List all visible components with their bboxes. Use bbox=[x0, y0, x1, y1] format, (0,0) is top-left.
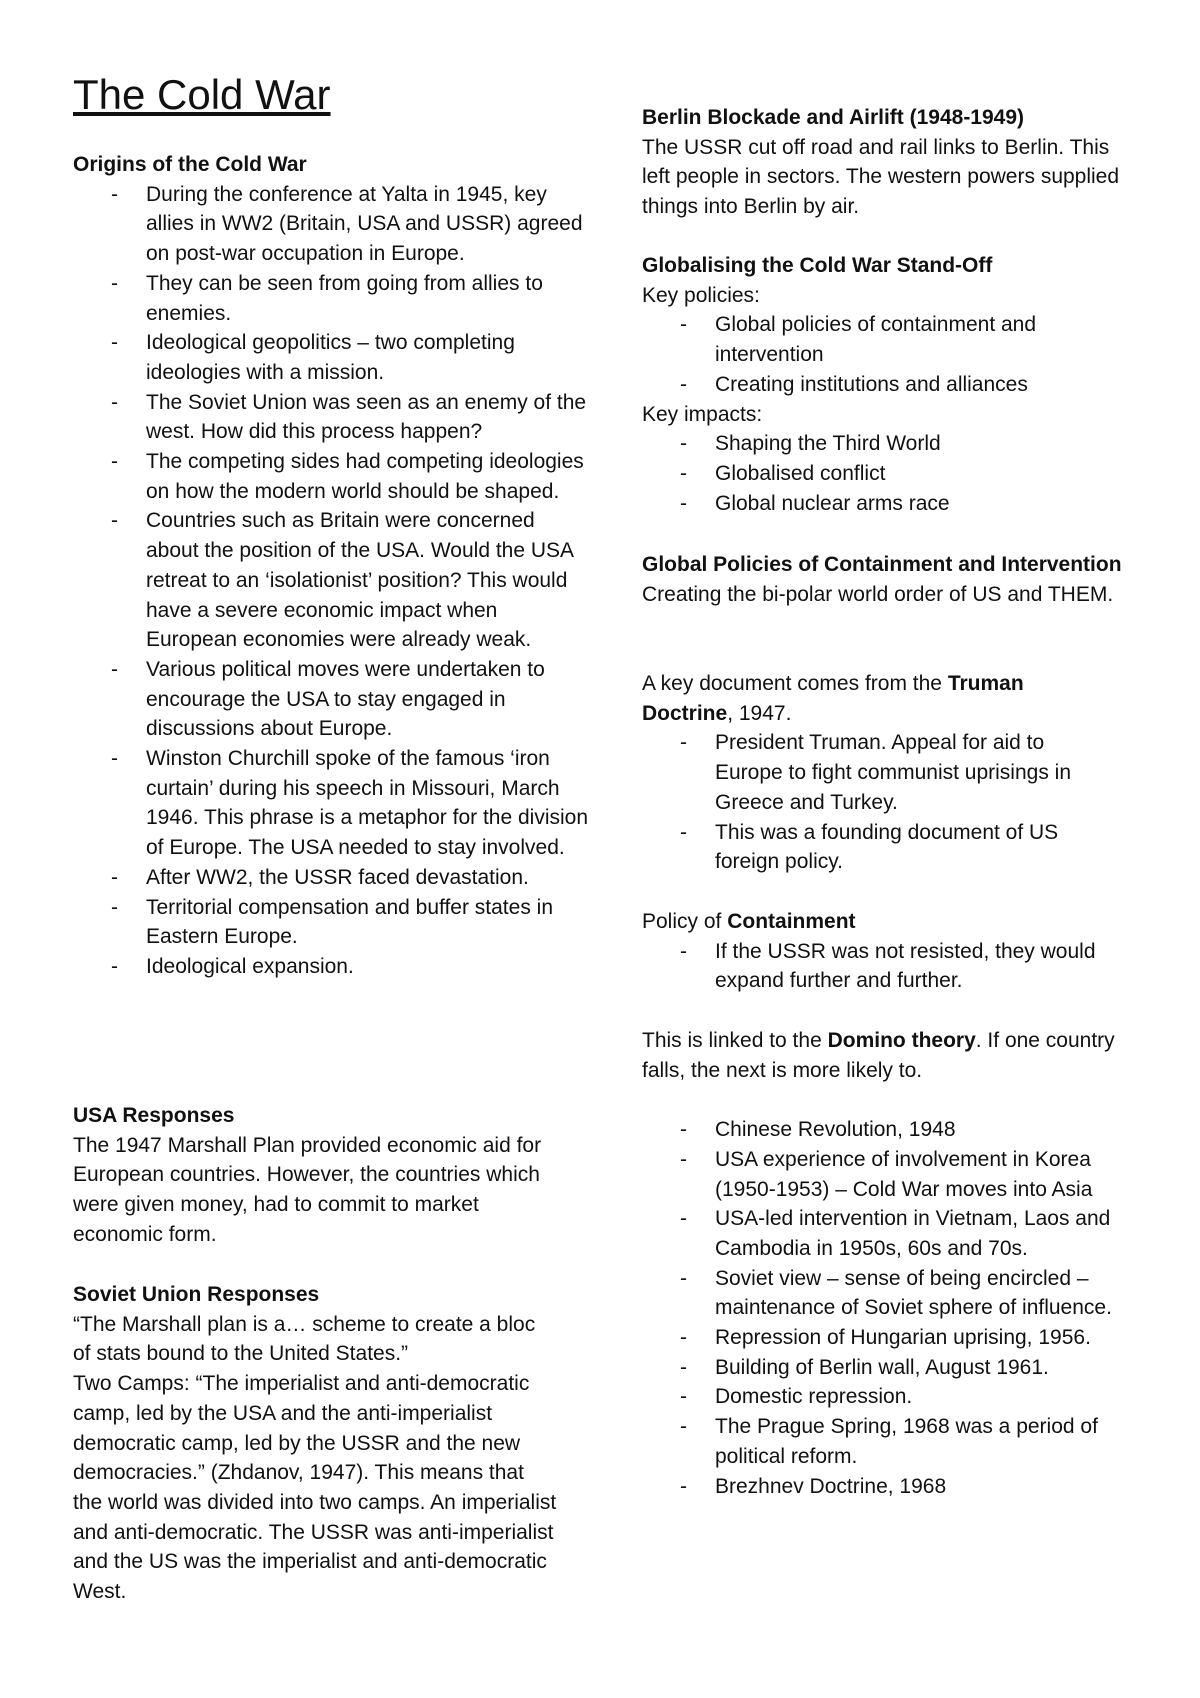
domino-post-text: . If one country falls, the next is more likely to. bbox=[642, 1029, 1115, 1082]
origins-heading: Origins of the Cold War bbox=[73, 153, 307, 176]
truman-section bbox=[642, 669, 1112, 877]
domino-term: Domino theory bbox=[827, 1029, 976, 1052]
usa-responses-heading: USA Responses bbox=[73, 1104, 235, 1127]
list-item: - Ideological geopolitics – two completing ideologies with a mission. bbox=[73, 328, 593, 387]
list-item: - Global policies of containment and intervention bbox=[642, 310, 1142, 369]
list-item: - The competing sides had competing ideologies on how the modern world should be shaped. bbox=[73, 447, 593, 506]
usa-responses-section bbox=[73, 1101, 543, 1250]
soviet-responses-heading: Soviet Union Responses bbox=[73, 1283, 320, 1306]
domino-section bbox=[642, 1026, 1142, 1501]
containment-term: Containment bbox=[727, 910, 856, 933]
list-item: - Winston Churchill spoke of the famous ‘iron curtain’ during his speech in Missouri, March 1946. This phrase is a metaphor for the division of Europe. The USA needed to stay involved. bbox=[73, 744, 593, 863]
containment-intervention-heading: Global Policies of Containment and Intervention bbox=[642, 553, 1122, 576]
list-item: - They can be seen from going from allies to enemies. bbox=[73, 269, 593, 328]
list-item: - Brezhnev Doctrine, 1968 bbox=[642, 1472, 1142, 1502]
domino-list bbox=[642, 1115, 1142, 1501]
containment-list bbox=[642, 937, 1142, 996]
list-item: - USA-led intervention in Vietnam, Laos and Cambodia in 1950s, 60s and 70s. bbox=[642, 1204, 1142, 1263]
list-item: - USA experience of involvement in Korea (1950-1953) – Cold War moves into Asia bbox=[642, 1145, 1142, 1204]
list-item: - Countries such as Britain were concerned about the position of the USA. Would the USA retreat to an ‘isolationist’ position? This would have a severe economic impact when European economies were already weak. bbox=[73, 506, 593, 655]
truman-pre-text: A key document comes from the bbox=[642, 672, 948, 695]
usa-responses-text: The 1947 Marshall Plan provided economic aid for European countries. However, the countries which were given money, had to commit to market economic form. bbox=[73, 1133, 542, 1246]
containment-intro bbox=[642, 907, 1142, 937]
berlin-text: The USSR cut off road and rail links to Berlin. This left people in sectors. The western powers supplied things into Berlin by air. bbox=[642, 135, 1120, 219]
list-item: - Territorial compensation and buffer states in Eastern Europe. bbox=[73, 893, 593, 952]
soviet-quote: “The Marshall plan is a… scheme to create a bloc of stats bound to the United States.” bbox=[73, 1312, 536, 1366]
truman-list bbox=[642, 728, 1112, 877]
containment-intervention-text: Creating the bi-polar world order of US and THEM. bbox=[642, 582, 1114, 606]
containment-pre-text: Policy of bbox=[642, 910, 728, 933]
containment-intervention-section bbox=[642, 550, 1142, 609]
list-item: - Building of Berlin wall, August 1961. bbox=[642, 1353, 1142, 1383]
list-item: - The Soviet Union was seen as an enemy of the west. How did this process happen? bbox=[73, 388, 593, 447]
list-item: - Ideological expansion. bbox=[73, 952, 593, 982]
list-item: - Various political moves were undertaken to encourage the USA to stay engaged in discussions about Europe. bbox=[73, 655, 593, 744]
key-policies-label: Key policies: bbox=[642, 283, 760, 307]
domino-pre-text: This is linked to the bbox=[642, 1029, 828, 1052]
globalising-section bbox=[642, 251, 1142, 518]
list-item: - Soviet view – sense of being encircled – maintenance of Soviet sphere of influence. bbox=[642, 1264, 1142, 1323]
berlin-heading: Berlin Blockade and Airlift (1948-1949) bbox=[642, 106, 1025, 129]
list-item: - Shaping the Third World bbox=[642, 429, 1142, 459]
origins-section bbox=[73, 150, 593, 982]
list-item: - President Truman. Appeal for aid to Europe to fight communist uprisings in Greece and Turkey. bbox=[642, 728, 1112, 817]
list-item: - Repression of Hungarian uprising, 1956. bbox=[642, 1323, 1142, 1353]
globalising-heading: Globalising the Cold War Stand-Off bbox=[642, 254, 993, 277]
soviet-responses-section bbox=[73, 1280, 558, 1607]
list-item: - This was a founding document of US foreign policy. bbox=[642, 818, 1112, 877]
truman-post-text: , 1947. bbox=[727, 701, 792, 725]
list-item: - Global nuclear arms race bbox=[642, 489, 1142, 519]
list-item: - Creating institutions and alliances bbox=[642, 370, 1142, 400]
list-item: - Chinese Revolution, 1948 bbox=[642, 1115, 1142, 1145]
domino-intro bbox=[642, 1026, 1142, 1085]
list-item: - The Prague Spring, 1968 was a period of political reform. bbox=[642, 1412, 1142, 1471]
key-policies-list bbox=[642, 310, 1142, 399]
truman-doctrine-term: Truman Doctrine bbox=[642, 672, 1024, 725]
page-title: The Cold War bbox=[73, 71, 331, 118]
soviet-responses-text: Two Camps: “The imperialist and anti-democratic camp, led by the USA and the anti-imperialist democratic camp, led by the USSR and the new democracies.” (Zhdanov, 1947). This means that the world was divided into two camps. An imperialist and anti-democratic. The USSR was anti-imperialist and the US was the imperialist and anti-democratic West. bbox=[73, 1372, 557, 1604]
berlin-section bbox=[642, 103, 1142, 222]
truman-intro bbox=[642, 669, 1112, 728]
containment-section bbox=[642, 907, 1142, 996]
key-impacts-label: Key impacts: bbox=[642, 402, 763, 426]
origins-list bbox=[73, 180, 593, 982]
key-impacts-list bbox=[642, 429, 1142, 518]
list-item: - During the conference at Yalta in 1945, key allies in WW2 (Britain, USA and USSR) agreed on post-war occupation in Europe. bbox=[73, 180, 593, 269]
list-item: - If the USSR was not resisted, they would expand further and further. bbox=[642, 937, 1142, 996]
list-item: - Domestic repression. bbox=[642, 1382, 1142, 1412]
list-item: - After WW2, the USSR faced devastation. bbox=[73, 863, 593, 893]
list-item: - Globalised conflict bbox=[642, 459, 1142, 489]
